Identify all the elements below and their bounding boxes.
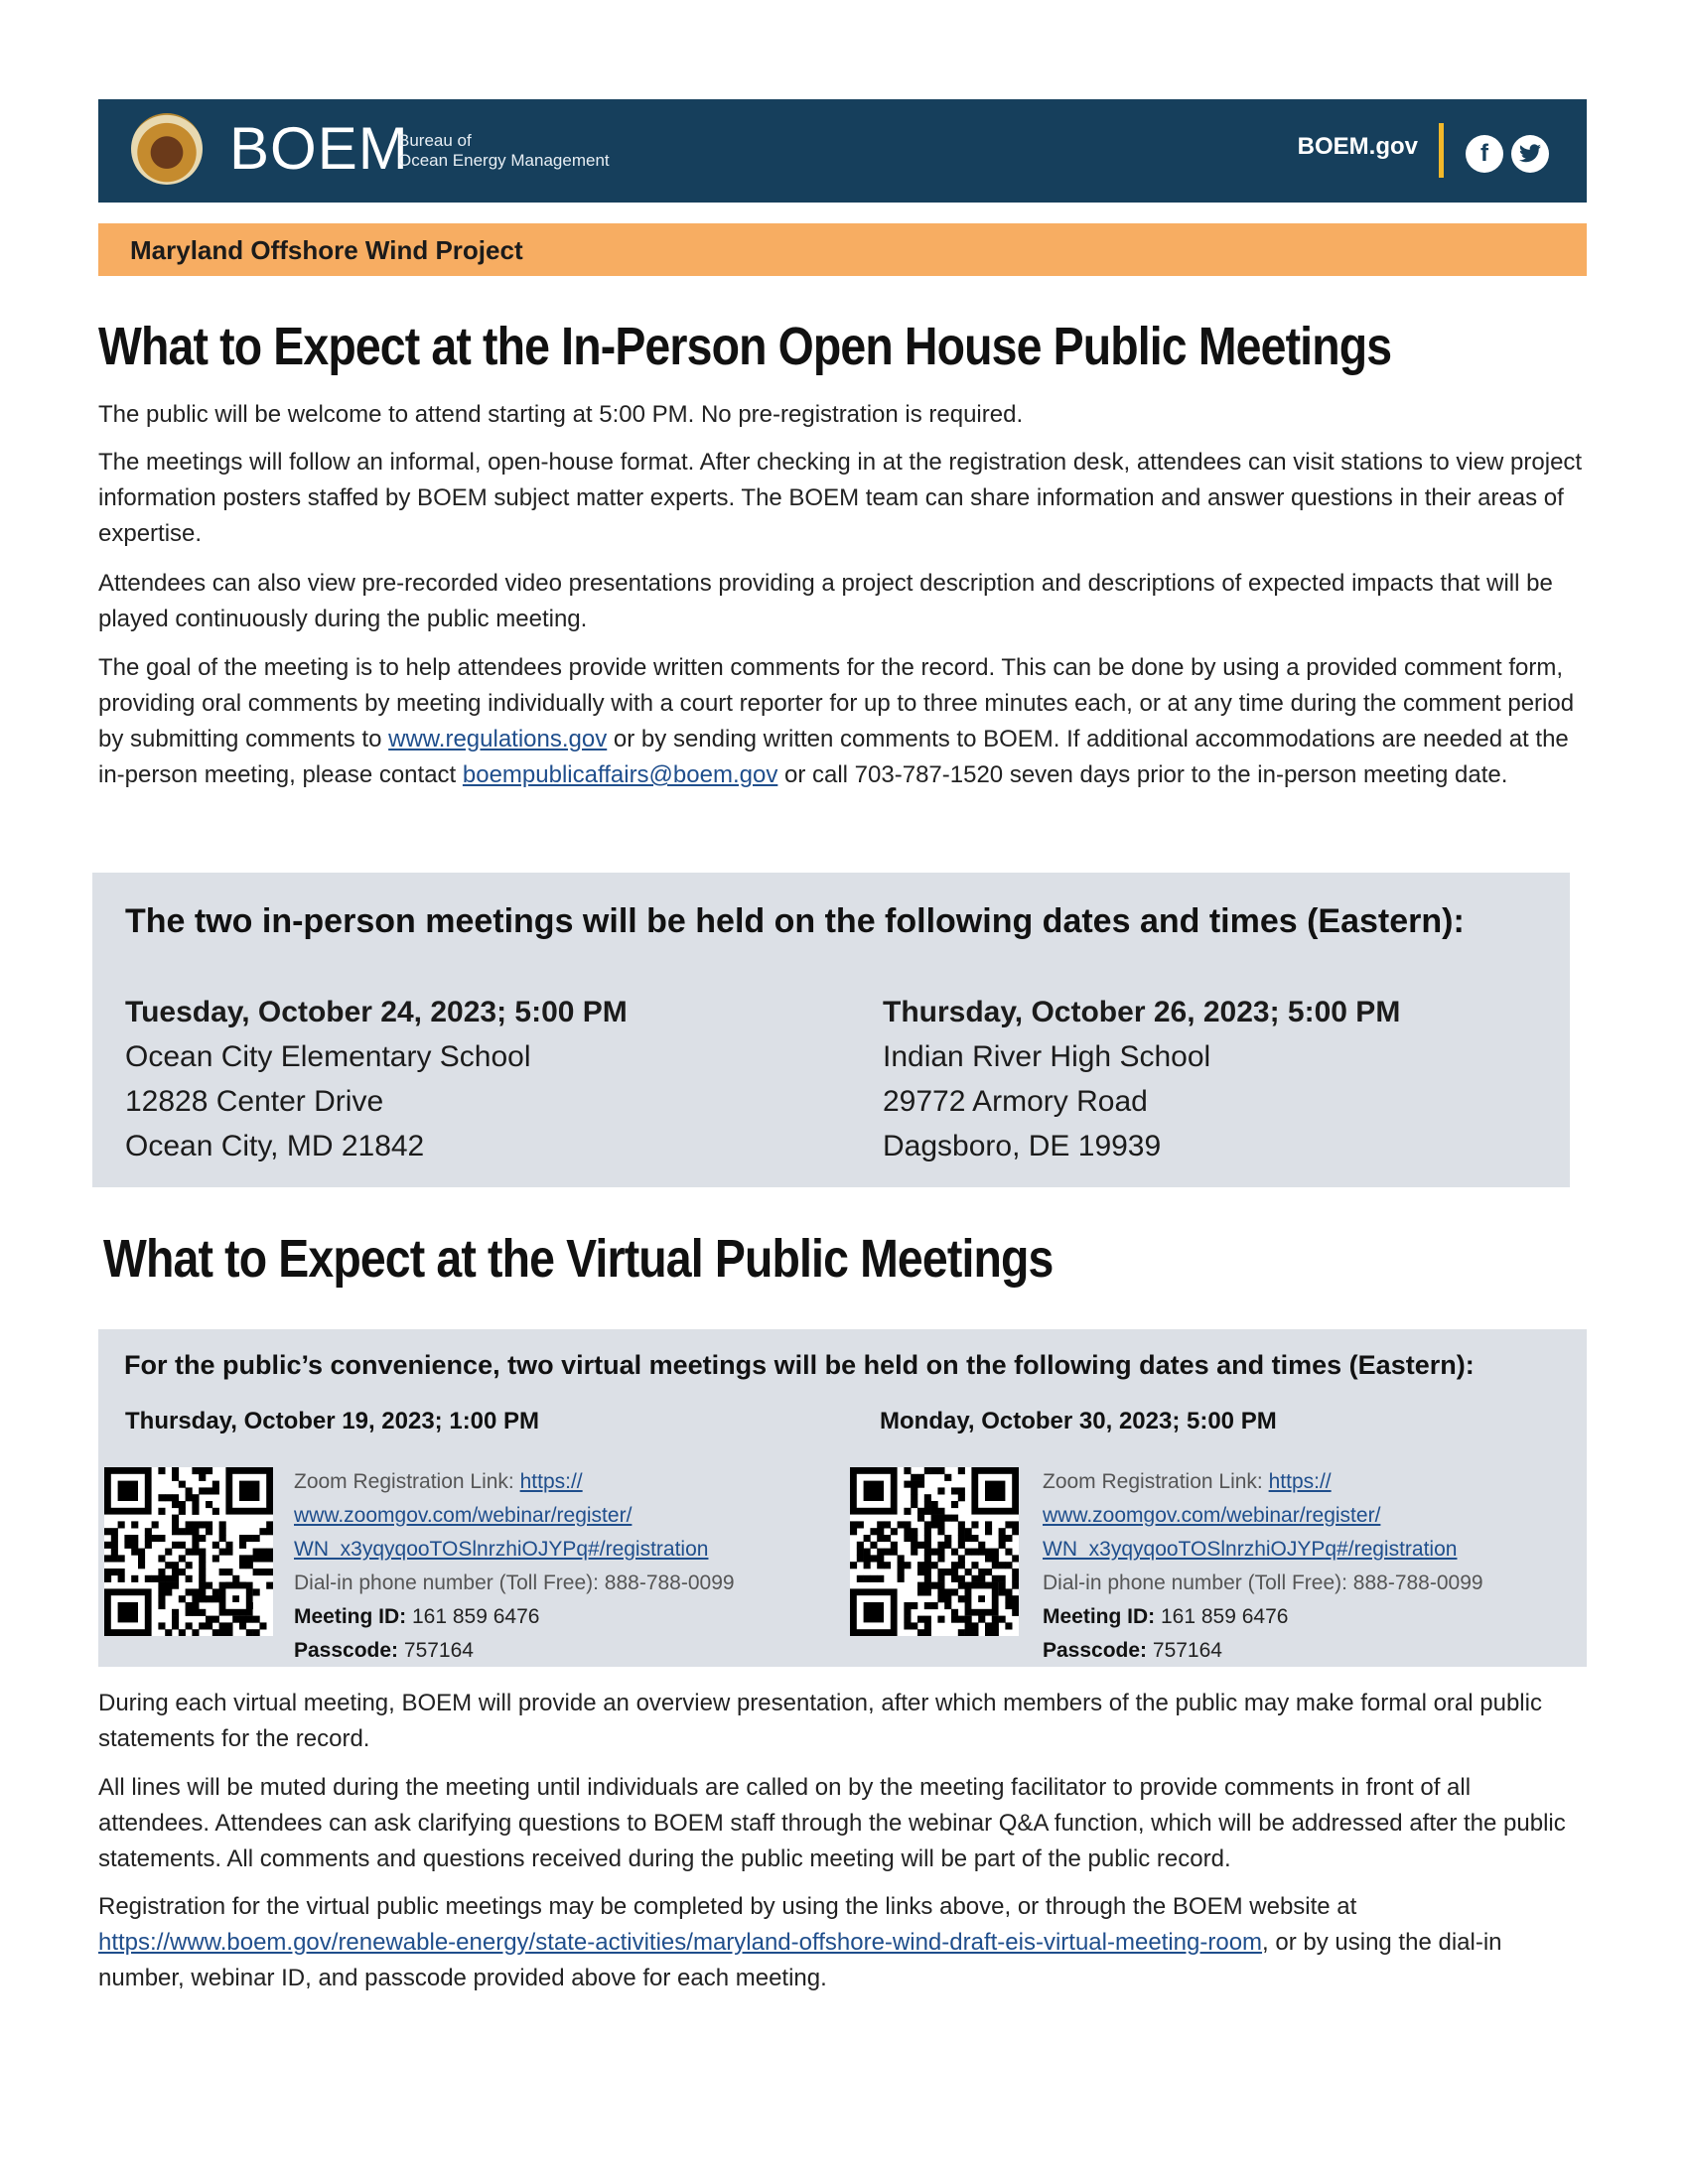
- facebook-icon[interactable]: f: [1466, 135, 1503, 173]
- meeting-venue: Ocean City Elementary School: [125, 1040, 531, 1073]
- meeting-date: Tuesday, October 24, 2023; 5:00 PM: [125, 996, 628, 1028]
- meeting-street: 12828 Center Drive: [125, 1085, 384, 1118]
- boem-gov-link[interactable]: BOEM.gov: [1297, 133, 1418, 160]
- doi-seal-logo: [131, 113, 203, 185]
- header-divider: [1439, 123, 1444, 178]
- virtual-paragraph-2: All lines will be muted during the meeting until individuals are called on by the meeting facilitator to provide comments in front of all attendees. Attendees can ask clarifying questions to BOEM staff through the webinar Q&A function, which will be addressed after the public statements. All comments and questions received during the public meeting will be part of the public record.: [98, 1774, 1566, 1872]
- virtual-paragraph-1: During each virtual meeting, BOEM will provide an overview presentation, after which members of the public may make formal oral public statements for the record.: [98, 1690, 1542, 1752]
- dialin-number: Dial-in phone number (Toll Free): 888-788-0099: [294, 1571, 735, 1594]
- virtual-meeting-1-date: Thursday, October 19, 2023; 1:00 PM: [125, 1408, 540, 1434]
- meeting-id: 161 859 6476: [1155, 1605, 1289, 1628]
- meeting-date: Thursday, October 26, 2023; 5:00 PM: [883, 996, 1401, 1028]
- project-title: Maryland Offshore Wind Project: [130, 235, 523, 265]
- virtual-meeting-2-info: Zoom Registration Link: https:// www.zoomgov.com/webinar/register/ WN_x3yqyqooTOSlnrzhiOJYPq#/registration Dial-in phone number (Toll Free): 888-788-0099 Meeting ID: 161 859 6476 Passcode: 757164: [1043, 1470, 1483, 1662]
- zoom-link-line-3[interactable]: WN_x3yqyqooTOSlnrzhiOJYPq#/registration: [1043, 1538, 1458, 1561]
- meeting-street: 29772 Armory Road: [883, 1085, 1148, 1118]
- virtual-heading: What to Expect at the Virtual Public Meetings: [103, 1229, 1054, 1289]
- regulations-link[interactable]: www.regulations.gov: [388, 726, 608, 752]
- qr-code-meeting-2[interactable]: [850, 1467, 1019, 1636]
- zoom-link-line-1[interactable]: https://: [519, 1470, 583, 1493]
- in-person-paragraph-4: The goal of the meeting is to help attendees provide written comments for the record. This can be done by using a provided comment form, providing oral comments by meeting individually with a court reporter for up to three minutes each, or at any time during the comment period by submitting comments to www.regulations.gov or by sending written comments to BOEM. If additional accommodations are needed at the in-person meeting, please contact boempublicaffairs@boem.gov or call 703-787-1520 seven days prior to the in-person meeting date.: [98, 654, 1575, 788]
- virtual-meetings-box: [98, 1329, 1587, 1667]
- in-person-box-heading: The two in-person meetings will be held on the following dates and times (Eastern):: [125, 902, 1465, 940]
- public-affairs-email-link[interactable]: boempublicaffairs@boem.gov: [462, 761, 778, 788]
- meeting-id: 161 859 6476: [406, 1605, 540, 1628]
- virtual-meeting-2-date: Monday, October 30, 2023; 5:00 PM: [880, 1408, 1277, 1434]
- in-person-meeting-2: [883, 990, 1400, 1168]
- meeting-city: Ocean City, MD 21842: [125, 1130, 425, 1162]
- twitter-icon[interactable]: [1511, 135, 1549, 173]
- passcode: 757164: [398, 1639, 474, 1662]
- boem-logo-text[interactable]: BOEM: [229, 115, 409, 182]
- meeting-venue: Indian River High School: [883, 1040, 1211, 1073]
- virtual-paragraph-3: Registration for the virtual public meetings may be completed by using the links above, or through the BOEM website at https://www.boem.gov/renewable-energy/state-activities/maryland-offshore-wind-draft-eis-virtual-meeting-room, or by using the dial-in number, webinar ID, and passcode provided above for each meeting.: [98, 1893, 1502, 1991]
- virtual-meeting-room-link[interactable]: https://www.boem.gov/renewable-energy/state-activities/maryland-offshore-wind-draft-eis-virtual-meeting-room: [98, 1929, 1263, 1956]
- virtual-box-heading: For the public’s convenience, two virtual meetings will be held on the following dates and times (Eastern):: [124, 1350, 1475, 1380]
- site-header: [98, 99, 1587, 203]
- zoom-link-line-3[interactable]: WN_x3yqyqooTOSlnrzhiOJYPq#/registration: [294, 1538, 709, 1561]
- in-person-paragraph-2: The meetings will follow an informal, open-house format. After checking in at the registration desk, attendees can visit stations to view project information posters staffed by BOEM subject matter experts. The BOEM team can share information and answer questions in their areas of expertise.: [98, 449, 1583, 547]
- in-person-meetings-box: [92, 873, 1570, 1187]
- in-person-meeting-1: [125, 990, 628, 1168]
- meeting-city: Dagsboro, DE 19939: [883, 1130, 1162, 1162]
- qr-code-meeting-1[interactable]: [104, 1467, 273, 1636]
- zoom-link-line-2[interactable]: www.zoomgov.com/webinar/register/: [294, 1504, 633, 1527]
- in-person-paragraph-1: The public will be welcome to attend starting at 5:00 PM. No pre-registration is required.: [98, 401, 1024, 428]
- zoom-link-line-2[interactable]: www.zoomgov.com/webinar/register/: [1043, 1504, 1381, 1527]
- in-person-heading: What to Expect at the In-Person Open House Public Meetings: [98, 317, 1392, 376]
- virtual-meeting-1-info: Zoom Registration Link: https:// www.zoomgov.com/webinar/register/ WN_x3yqyqooTOSlnrzhiOJYPq#/registration Dial-in phone number (Toll Free): 888-788-0099 Meeting ID: 161 859 6476 Passcode: 757164: [294, 1470, 735, 1662]
- in-person-paragraph-3: Attendees can also view pre-recorded video presentations providing a project description and descriptions of expected impacts that will be played continuously during the public meeting.: [98, 570, 1553, 632]
- boem-logo-subtitle: Bureau of Ocean Energy Management: [398, 131, 610, 170]
- project-banner: [98, 223, 1587, 276]
- zoom-link-line-1[interactable]: https://: [1268, 1470, 1332, 1493]
- dialin-number: Dial-in phone number (Toll Free): 888-788-0099: [1043, 1571, 1483, 1594]
- passcode: 757164: [1147, 1639, 1222, 1662]
